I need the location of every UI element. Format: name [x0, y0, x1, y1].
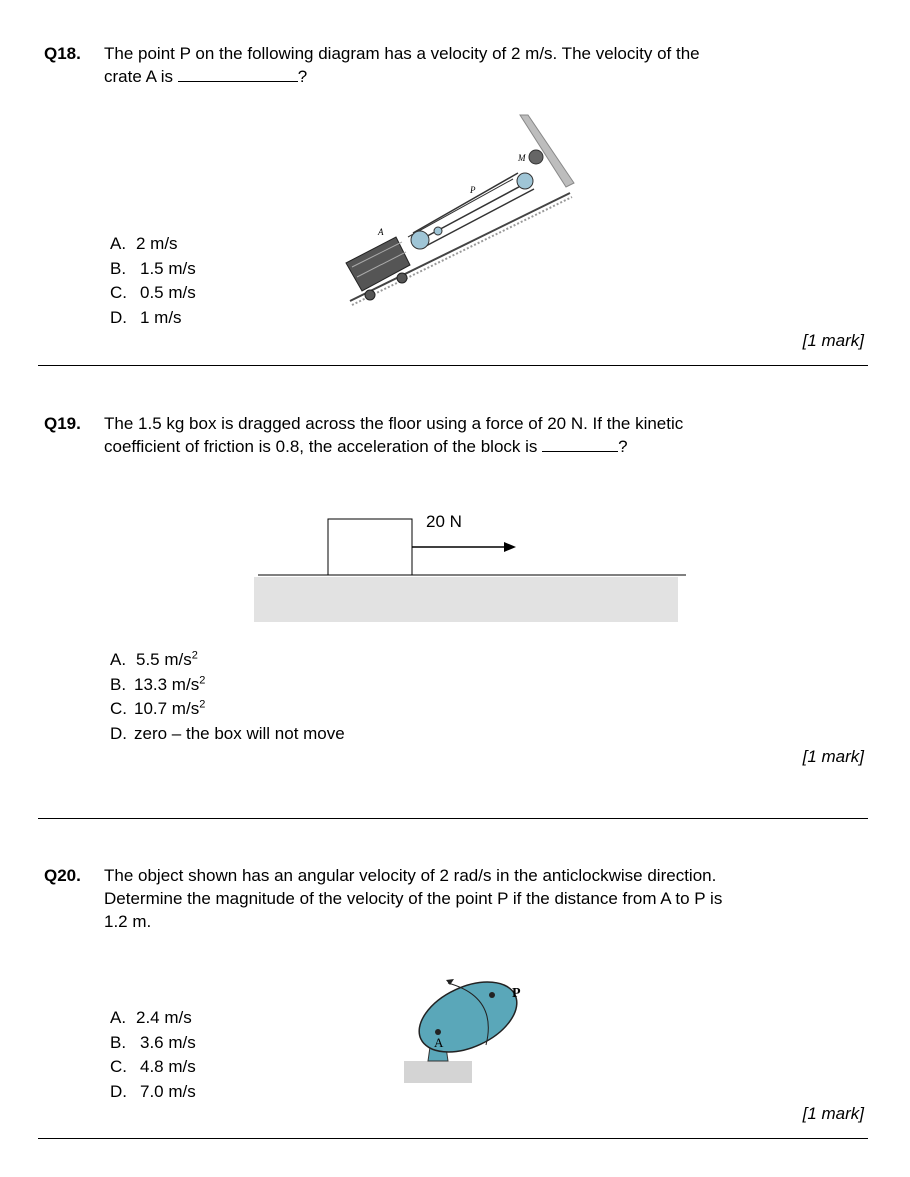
q18-motor	[529, 150, 543, 164]
q18-pulley-diagram	[338, 115, 578, 315]
q18-label-a: A	[378, 227, 384, 237]
q18-upper-pulley	[517, 173, 533, 189]
q20-divider	[38, 1138, 868, 1139]
q18-text-line1: The point P on the following diagram has a velocity of 2 m/s. The velocity of the	[104, 44, 700, 63]
q19-option-d[interactable]: D. zero – the box will not move	[110, 723, 345, 743]
q20-number: Q20.	[44, 866, 81, 885]
q18-lower-pulley	[411, 231, 429, 249]
q18-number: Q18.	[44, 44, 81, 63]
q19-mark: [1 mark]	[802, 747, 864, 766]
q20-ground	[404, 1061, 472, 1083]
q18-mark: [1 mark]	[802, 331, 864, 350]
q20-option-a[interactable]: A. 2.4 m/s	[110, 1008, 192, 1027]
q19-number: Q19.	[44, 414, 81, 433]
q20-text-line2: Determine the magnitude of the velocity of the point P if the distance from A to P is	[104, 889, 723, 908]
q18-option-d[interactable]: D. 1 m/s	[110, 307, 182, 327]
q19-force-label: 20 N	[426, 512, 462, 531]
q18-label-m: M	[518, 153, 526, 163]
q19-option-b[interactable]: B. 13.3 $m/s^2$	[110, 673, 206, 694]
q19-floor	[254, 577, 678, 622]
q20-text-line1: The object shown has an angular velocity of 2 rad/s in the anticlockwise direction.	[104, 866, 717, 885]
q19-text-end: ?	[618, 437, 628, 456]
q20-rotating-object-diagram	[402, 975, 542, 1085]
q20-question	[44, 864, 870, 933]
q19-option-c[interactable]: C. 10.7 $m/s^2$	[110, 698, 206, 718]
q20-point-p	[489, 992, 495, 998]
q18-option-c[interactable]: C. 0.5 m/s	[110, 283, 196, 302]
q19-box	[328, 519, 412, 575]
q18-text-line2: crate A is	[104, 67, 173, 86]
q19-answer-blank	[542, 435, 618, 452]
q18-option-b[interactable]: B. 1.5 m/s	[110, 258, 196, 278]
q18-text-end: ?	[297, 67, 308, 86]
q18-options	[110, 232, 196, 330]
q18-answer-blank	[178, 65, 298, 82]
q20-rotating-body	[408, 968, 528, 1066]
q18-option-a[interactable]: A. 2 m/s	[110, 234, 178, 253]
q19-text-line1: The 1.5 kg box is dragged across the floor using a force of 20 N. If the kinetic	[104, 414, 684, 433]
q19-text-line2: coefficient of friction is 0.8, the acceleration of the block is	[104, 437, 538, 456]
q18-question	[44, 42, 870, 88]
q19-option-a[interactable]: A. 5.5 $m/s^2$	[110, 649, 198, 669]
q19-divider	[38, 818, 868, 819]
q20-option-c[interactable]: C. 4.8 m/s	[110, 1057, 196, 1076]
q19-box-diagram	[252, 505, 692, 625]
q20-text-line3: 1.2 m.	[104, 912, 152, 931]
q19-question	[44, 412, 870, 458]
q20-mark: [1 mark]	[802, 1104, 864, 1123]
q18-divider	[38, 365, 868, 366]
q20-option-d[interactable]: D. 7.0 m/s	[110, 1081, 196, 1101]
q20-options	[110, 1006, 196, 1104]
q20-option-b[interactable]: B. 3.6 m/s	[110, 1032, 196, 1052]
q20-label-a: A	[434, 1035, 444, 1050]
q18-label-p: P	[470, 185, 476, 195]
q20-label-p: P	[512, 986, 521, 1001]
q19-options	[110, 648, 345, 746]
